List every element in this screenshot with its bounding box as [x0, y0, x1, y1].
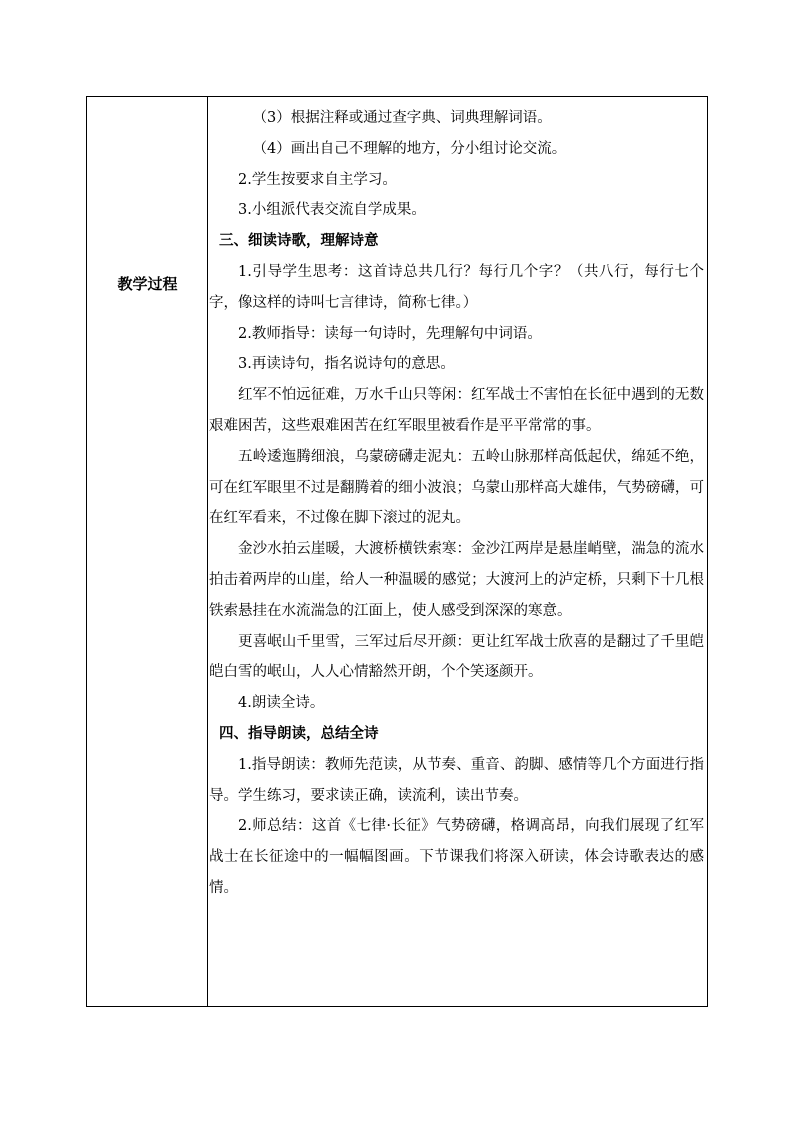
row-label: 教学过程	[117, 275, 178, 293]
step-read-poem: 4.朗读全诗。	[238, 695, 325, 712]
verse-explanation-1: 红军不怕远征难，万水千山只等闲：红军战士不害怕在长征中遇到的无数艰难困苦，这些艰难困苦在红军眼里被看作是平平常常的事。	[209, 387, 704, 434]
verse-explanation-2: 五岭逶迤腾细浪，乌蒙磅礴走泥丸：五岭山脉那样高低起伏，绵延不绝，可在红军眼里不过是翻腾着的细小波浪；乌蒙山那样高大雄伟，气势磅礴，可在红军看来，不过像在脚下滚过的泥丸。	[209, 448, 704, 527]
sub-step-3: （3）根据注释或通过查字典、词典理解词语。	[252, 110, 552, 126]
verse-explanation-4: 更喜岷山千里雪，三军过后尽开颜：更让红军战士欣喜的是翻过了千里皑皑白雪的岷山，人人心情豁然开朗，个个笑逐颜开。	[209, 633, 704, 681]
section-heading-4: 四、指导朗读，总结全诗	[219, 725, 379, 742]
row-label-cell	[87, 97, 208, 1006]
step-guided-reading: 1.指导朗读：教师先范读，从节奏、重音、韵脚、感情等几个方面进行指导。学生练习，要求读正确，读流利，读出节奏。	[209, 756, 704, 804]
sub-step-4: （4）画出自己不理解的地方，分小组讨论交流。	[252, 140, 567, 157]
step-teacher-guide: 2.教师指导：读每一句诗时，先理解句中词语。	[238, 325, 542, 342]
verse-explanation-3: 金沙水拍云崖暖，大渡桥横铁索寒：金沙江两岸是悬崖峭壁，湍急的流水拍击着两岸的山崖，给人一种温暖的感觉；大渡河上的泸定桥，只剩下十几根铁索悬挂在水流湍急的江面上，使人感受到深深的寒意。	[209, 541, 704, 619]
lesson-table	[86, 96, 708, 1007]
step-group-share: 3.小组派代表交流自学成果。	[238, 202, 426, 219]
step-reread: 3.再读诗句，指名说诗句的意思。	[238, 356, 455, 373]
content-cell	[209, 97, 704, 904]
section-heading-3: 三、细读诗歌，理解诗意	[219, 233, 379, 250]
step-summary: 2.师总结：这首《七律·长征》气势磅礴，格调高昂，向我们展现了红军战士在长征途中的一幅幅图画。下节课我们将深入研读，体会诗歌表达的感情。	[209, 818, 704, 896]
step-self-study: 2.学生按要求自主学习。	[238, 171, 397, 188]
step-think: 1.引导学生思考：这首诗总共几行？每行几个字？（共八行，每行七个字，像这样的诗叫七言律诗，简称七律。）	[209, 263, 704, 311]
